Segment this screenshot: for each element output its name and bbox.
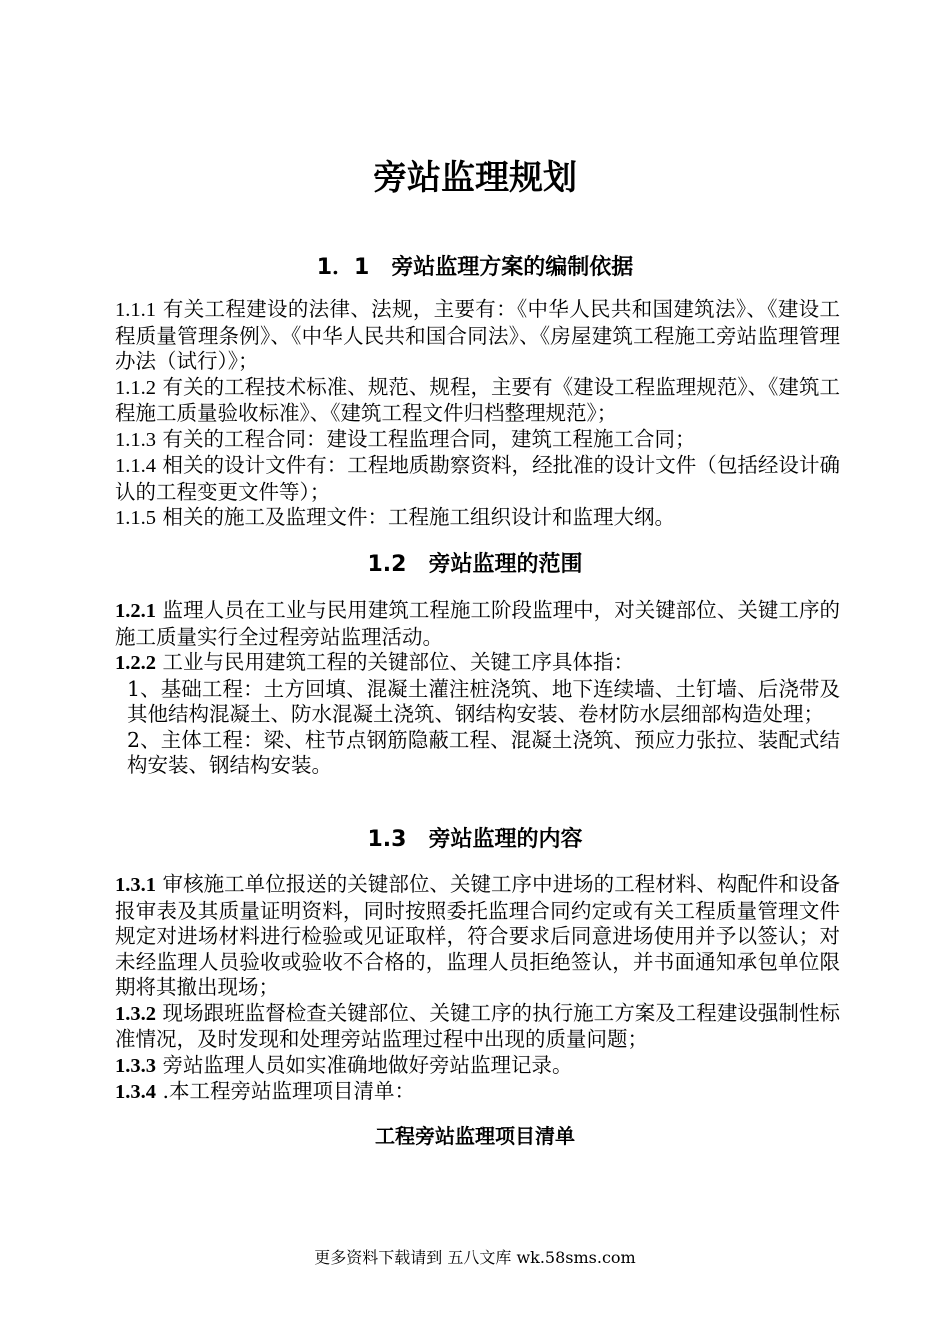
item-number: 1.3.3 [115, 1054, 156, 1077]
paragraph-1-1-3 [115, 427, 840, 454]
section-body-1-2 [115, 598, 840, 779]
subitem-foundation: 1、基础工程：土方回填、混凝土灌注桩浇筑、地下连续墙、土钉墙、后浇带及其他结构混凝土、防水混凝土浇筑、钢结构安装、卷材防水层细部构造处理； [127, 676, 840, 726]
page-title: 旁站监理规划 [373, 158, 577, 198]
page-footer: 更多资料下载请到 五八文库 wk.58sms.com [314, 1248, 636, 1267]
item-number: 1.3.2 [115, 1002, 156, 1025]
paragraph-1-3-3 [115, 1053, 840, 1080]
item-number: 1.2.1 [115, 600, 156, 622]
item-text: 现场跟班监督检查关键部位、关键工序的执行施工方案及工程建设强制性标准情况，及时发现和处理旁站监理过程中出现的质量问题； [115, 1000, 840, 1051]
item-text: 有关工程建设的法律、法规，主要有：《中华人民共和国建筑法》、《建设工程质量管理条例》、《中华人民共和国合同法》、《房屋建筑工程施工旁站监理管理办法（试行）》； [115, 297, 840, 373]
paragraph-1-1-4 [115, 453, 840, 505]
paragraph-1-3-2 [115, 1001, 840, 1053]
item-number: 1.1.2 [115, 376, 156, 399]
item-number: 1.1.4 [115, 455, 156, 477]
paragraph-1-2-2 [115, 650, 840, 677]
section-heading-1-1: 1．1 旁站监理方案的编制依据 [316, 255, 634, 280]
item-number: 1.3.4 [115, 1081, 156, 1103]
item-text: 有关的工程技术标准、规范、规程，主要有《建设工程监理规范》、《建筑工程施工质量验收标准》、《建筑工程文件归档整理规范》； [115, 374, 840, 425]
item-number: 1.1.3 [115, 428, 156, 451]
item-text: 工业与民用建筑工程的关键部位、关键工序具体指： [162, 650, 635, 674]
item-text: 相关的施工及监理文件：工程施工组织设计和监理大纲。 [162, 505, 676, 529]
paragraph-1-1-5 [115, 505, 840, 532]
item-text: 旁站监理人员如实准确地做好旁站监理记录。 [162, 1052, 573, 1077]
item-text: 审核施工单位报送的关键部位、关键工序中进场的工程材料、构配件和设备报审表及其质量证明资料，同时按照委托监理合同约定或有关工程质量管理文件规定对进场材料进行检验或见证取样，符合要求后同意进场使用并予以签认；对未经监理人员验收或验收不合格的，监理人员拒绝签认，并书面通知承包单位限期将其撤出现场； [115, 872, 840, 999]
section-heading-1-3: 1.3 旁站监理的内容 [367, 827, 583, 852]
item-text: 监理人员在工业与民用建筑工程施工阶段监理中，对关键部位、关键工序的施工质量实行全过程旁站监理活动。 [115, 598, 840, 649]
paragraph-1-3-1 [115, 872, 840, 1001]
item-number: 1.3.1 [115, 874, 156, 896]
item-number: 1.1.5 [115, 507, 156, 529]
item-text: 有关的工程合同：建设工程监理合同，建筑工程施工合同； [162, 426, 696, 451]
paragraph-1-2-1 [115, 598, 840, 650]
item-number: 1.1.1 [115, 299, 156, 321]
section-body-1-3 [115, 872, 840, 1106]
item-text: 相关的设计文件有：工程地质勘察资料，经批准的设计文件（包括经设计确认的工程变更文件等）； [115, 453, 840, 504]
subitem-main-structure: 2、主体工程：梁、柱节点钢筋隐蔽工程、混凝土浇筑、预应力张拉、装配式结构安装、钢结构安装。 [127, 727, 840, 777]
paragraph-1-1-1 [115, 297, 840, 375]
section-heading-1-2: 1.2 旁站监理的范围 [367, 552, 583, 577]
item-number: 1.2.2 [115, 652, 156, 674]
item-text: .本工程旁站监理项目清单： [162, 1079, 416, 1103]
paragraph-1-1-2 [115, 375, 840, 427]
section-body-1-1 [115, 297, 840, 532]
table-caption: 工程旁站监理项目清单 [375, 1124, 575, 1148]
paragraph-1-3-4 [115, 1079, 840, 1106]
